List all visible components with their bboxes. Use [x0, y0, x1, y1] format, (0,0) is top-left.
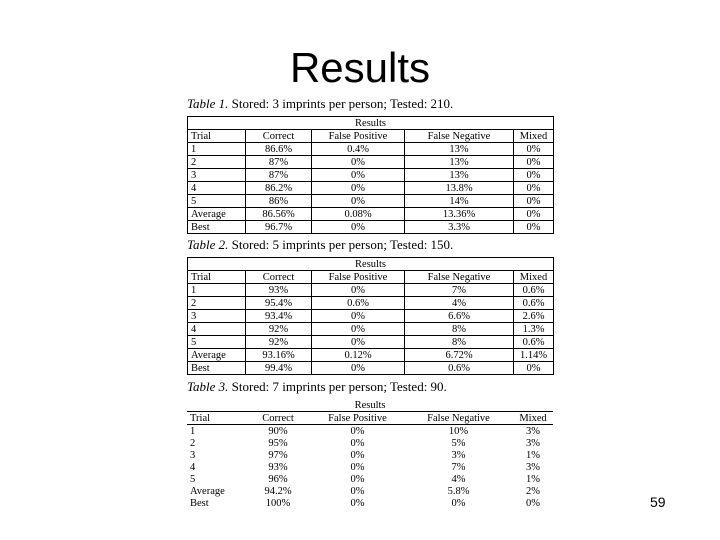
cell-trial: 3 [188, 310, 246, 323]
table-3-header-row [187, 412, 553, 425]
cell-trial: 4 [188, 323, 246, 336]
cell-false-positive: 0% [312, 336, 405, 349]
table-row [187, 437, 553, 449]
cell-false-positive: 0% [312, 310, 405, 323]
cell-correct: 93.4% [246, 310, 312, 323]
cell-trial: Best [190, 497, 209, 509]
cell-false-negative: 13% [405, 143, 514, 156]
cell-false-positive: 0% [312, 323, 405, 336]
cell-correct: 93% [246, 284, 312, 297]
column-header-mixed: Mixed [514, 130, 554, 143]
cell-correct: 99.4% [246, 362, 312, 375]
cell-false-positive: 0% [350, 449, 365, 461]
cell-false-negative: 13.36% [405, 208, 514, 221]
table-1-label: Table 1. [187, 96, 229, 111]
cell-correct: 92% [246, 336, 312, 349]
cell-false-negative: 0% [451, 497, 466, 509]
cell-mixed: 0% [514, 156, 554, 169]
cell-false-negative: 7% [405, 284, 514, 297]
cell-mixed: 0% [514, 143, 554, 156]
table-1-caption-text: Stored: 3 imprints per person; Tested: 210. [231, 96, 454, 111]
column-header-mixed: Mixed [514, 271, 554, 284]
table-row [187, 449, 553, 461]
cell-false-negative: 5.8% [447, 485, 470, 497]
cell-trial: Average [190, 485, 225, 497]
column-header-false-positive: False Positive [312, 130, 405, 143]
cell-false-positive: 0% [350, 437, 365, 449]
cell-correct: 86% [246, 195, 312, 208]
column-header-trial: Trial [188, 130, 246, 143]
cell-trial: 5 [188, 336, 246, 349]
cell-false-negative: 6.72% [405, 349, 514, 362]
table-row [188, 336, 554, 349]
page-number: 59 [650, 494, 666, 510]
cell-mixed: 0.6% [514, 284, 554, 297]
cell-correct: 96.7% [246, 221, 312, 234]
cell-trial: 3 [188, 169, 246, 182]
cell-trial: 1 [190, 425, 196, 437]
column-header-false-positive: False Positive [312, 271, 405, 284]
column-header-trial: Trial [187, 412, 245, 425]
cell-false-positive: 0.6% [312, 297, 405, 310]
cell-mixed: 3% [526, 425, 541, 437]
table-1-caption [187, 96, 553, 116]
cell-correct: 86.6% [246, 143, 312, 156]
table-row [188, 221, 554, 234]
cell-mixed: 3% [526, 461, 541, 473]
table-row [188, 349, 554, 362]
cell-trial: 2 [188, 297, 246, 310]
cell-mixed: 0% [514, 182, 554, 195]
cell-false-negative: 4% [451, 473, 466, 485]
cell-trial: 5 [188, 195, 246, 208]
cell-mixed: 1% [526, 473, 541, 485]
cell-false-negative: 6.6% [405, 310, 514, 323]
table-row [187, 497, 553, 509]
table-1-block [187, 96, 553, 234]
cell-trial: 3 [190, 449, 196, 461]
table-1 [187, 116, 554, 234]
table-3-caption [187, 379, 553, 399]
table-row [188, 297, 554, 310]
cell-false-negative: 13% [405, 169, 514, 182]
cell-false-negative: 7% [451, 461, 466, 473]
cell-false-negative: 8% [405, 323, 514, 336]
cell-false-negative: 3% [451, 449, 466, 461]
cell-false-positive: 0% [350, 425, 365, 437]
table-2-caption [187, 237, 553, 257]
table-2-caption-text: Stored: 5 imprints per person; Tested: 150. [231, 237, 454, 252]
cell-mixed: 1.3% [514, 323, 554, 336]
table-row [188, 169, 554, 182]
cell-false-negative: 10% [448, 425, 469, 437]
table-row [188, 208, 554, 221]
cell-mixed: 1% [526, 449, 541, 461]
table-row [188, 195, 554, 208]
table-row [188, 143, 554, 156]
cell-trial: 2 [188, 156, 246, 169]
cell-mixed: 2% [526, 485, 541, 497]
cell-correct: 97% [268, 449, 288, 461]
table-row [187, 461, 553, 473]
cell-correct: 95.4% [246, 297, 312, 310]
cell-mixed: 0% [514, 195, 554, 208]
column-header-false-positive: False Positive [311, 412, 404, 425]
cell-correct: 96% [268, 473, 288, 485]
cell-correct: 86.56% [246, 208, 312, 221]
cell-false-negative: 13% [405, 156, 514, 169]
column-header-trial: Trial [188, 271, 246, 284]
column-header-correct: Correct [245, 412, 311, 425]
cell-false-positive: 0% [312, 156, 405, 169]
cell-false-positive: 0.4% [312, 143, 405, 156]
table-2-group-header: Results [188, 258, 554, 271]
cell-false-negative: 14% [405, 195, 514, 208]
cell-correct: 87% [246, 156, 312, 169]
table-2-header-row [188, 271, 554, 284]
cell-correct: 93.16% [246, 349, 312, 362]
cell-trial: 5 [190, 473, 196, 485]
cell-correct: 94.2% [264, 485, 292, 497]
cell-false-negative: 0.6% [405, 362, 514, 375]
cell-trial: 1 [188, 284, 246, 297]
cell-mixed: 0% [514, 221, 554, 234]
cell-mixed: 0% [514, 169, 554, 182]
cell-trial: Average [188, 349, 246, 362]
cell-false-positive: 0.12% [312, 349, 405, 362]
cell-trial: 2 [190, 437, 196, 449]
cell-false-positive: 0% [312, 284, 405, 297]
cell-false-positive: 0% [350, 485, 365, 497]
table-row [187, 473, 553, 485]
cell-false-negative: 13.8% [405, 182, 514, 195]
cell-false-positive: 0% [312, 221, 405, 234]
table-row [188, 362, 554, 375]
cell-false-positive: 0% [350, 461, 365, 473]
cell-correct: 90% [268, 425, 288, 437]
table-3-caption-text: Stored: 7 imprints per person; Tested: 90. [231, 379, 447, 394]
column-header-correct: Correct [246, 271, 312, 284]
table-row [188, 310, 554, 323]
table-3-label: Table 3. [187, 379, 229, 394]
cell-correct: 86.2% [246, 182, 312, 195]
cell-false-positive: 0% [312, 362, 405, 375]
cell-false-positive: 0% [350, 473, 365, 485]
column-header-false-negative: False Negative [405, 271, 514, 284]
cell-false-positive: 0% [350, 497, 365, 509]
table-2-block [187, 237, 553, 375]
cell-trial: Best [188, 221, 246, 234]
cell-mixed: 0.6% [514, 336, 554, 349]
table-row [188, 156, 554, 169]
column-header-correct: Correct [246, 130, 312, 143]
cell-mixed: 0% [526, 497, 541, 509]
cell-false-negative: 8% [405, 336, 514, 349]
slide-title: Results [289, 44, 431, 91]
cell-false-positive: 0.08% [312, 208, 405, 221]
table-row [188, 323, 554, 336]
table-1-header-row [188, 130, 554, 143]
cell-false-negative: 3.3% [405, 221, 514, 234]
table-row [188, 182, 554, 195]
cell-correct: 92% [246, 323, 312, 336]
cell-mixed: 2.6% [514, 310, 554, 323]
cell-trial: Average [188, 208, 246, 221]
table-row [187, 485, 553, 497]
cell-trial: 4 [188, 182, 246, 195]
table-2 [187, 257, 554, 375]
cell-correct: 95% [268, 437, 288, 449]
table-3-group-header: Results [187, 399, 553, 412]
table-3 [187, 399, 553, 509]
table-row [187, 425, 553, 438]
table-1-group-header: Results [188, 117, 554, 130]
cell-false-positive: 0% [312, 169, 405, 182]
cell-false-negative: 4% [405, 297, 514, 310]
cell-mixed: 0.6% [514, 297, 554, 310]
cell-false-positive: 0% [312, 182, 405, 195]
table-3-block [187, 379, 553, 509]
cell-correct: 100% [265, 497, 291, 509]
column-header-false-negative: False Negative [404, 412, 513, 425]
cell-correct: 93% [268, 461, 288, 473]
table-row [188, 284, 554, 297]
table-2-label: Table 2. [187, 237, 229, 252]
cell-mixed: 0% [514, 208, 554, 221]
cell-mixed: 1.14% [514, 349, 554, 362]
cell-trial: 1 [188, 143, 246, 156]
cell-trial: 4 [190, 461, 196, 473]
cell-mixed: 3% [526, 437, 541, 449]
cell-trial: Best [188, 362, 246, 375]
cell-correct: 87% [246, 169, 312, 182]
cell-mixed: 0% [514, 362, 554, 375]
cell-false-positive: 0% [312, 195, 405, 208]
column-header-false-negative: False Negative [405, 130, 514, 143]
cell-false-negative: 5% [451, 437, 466, 449]
column-header-mixed: Mixed [513, 412, 553, 425]
